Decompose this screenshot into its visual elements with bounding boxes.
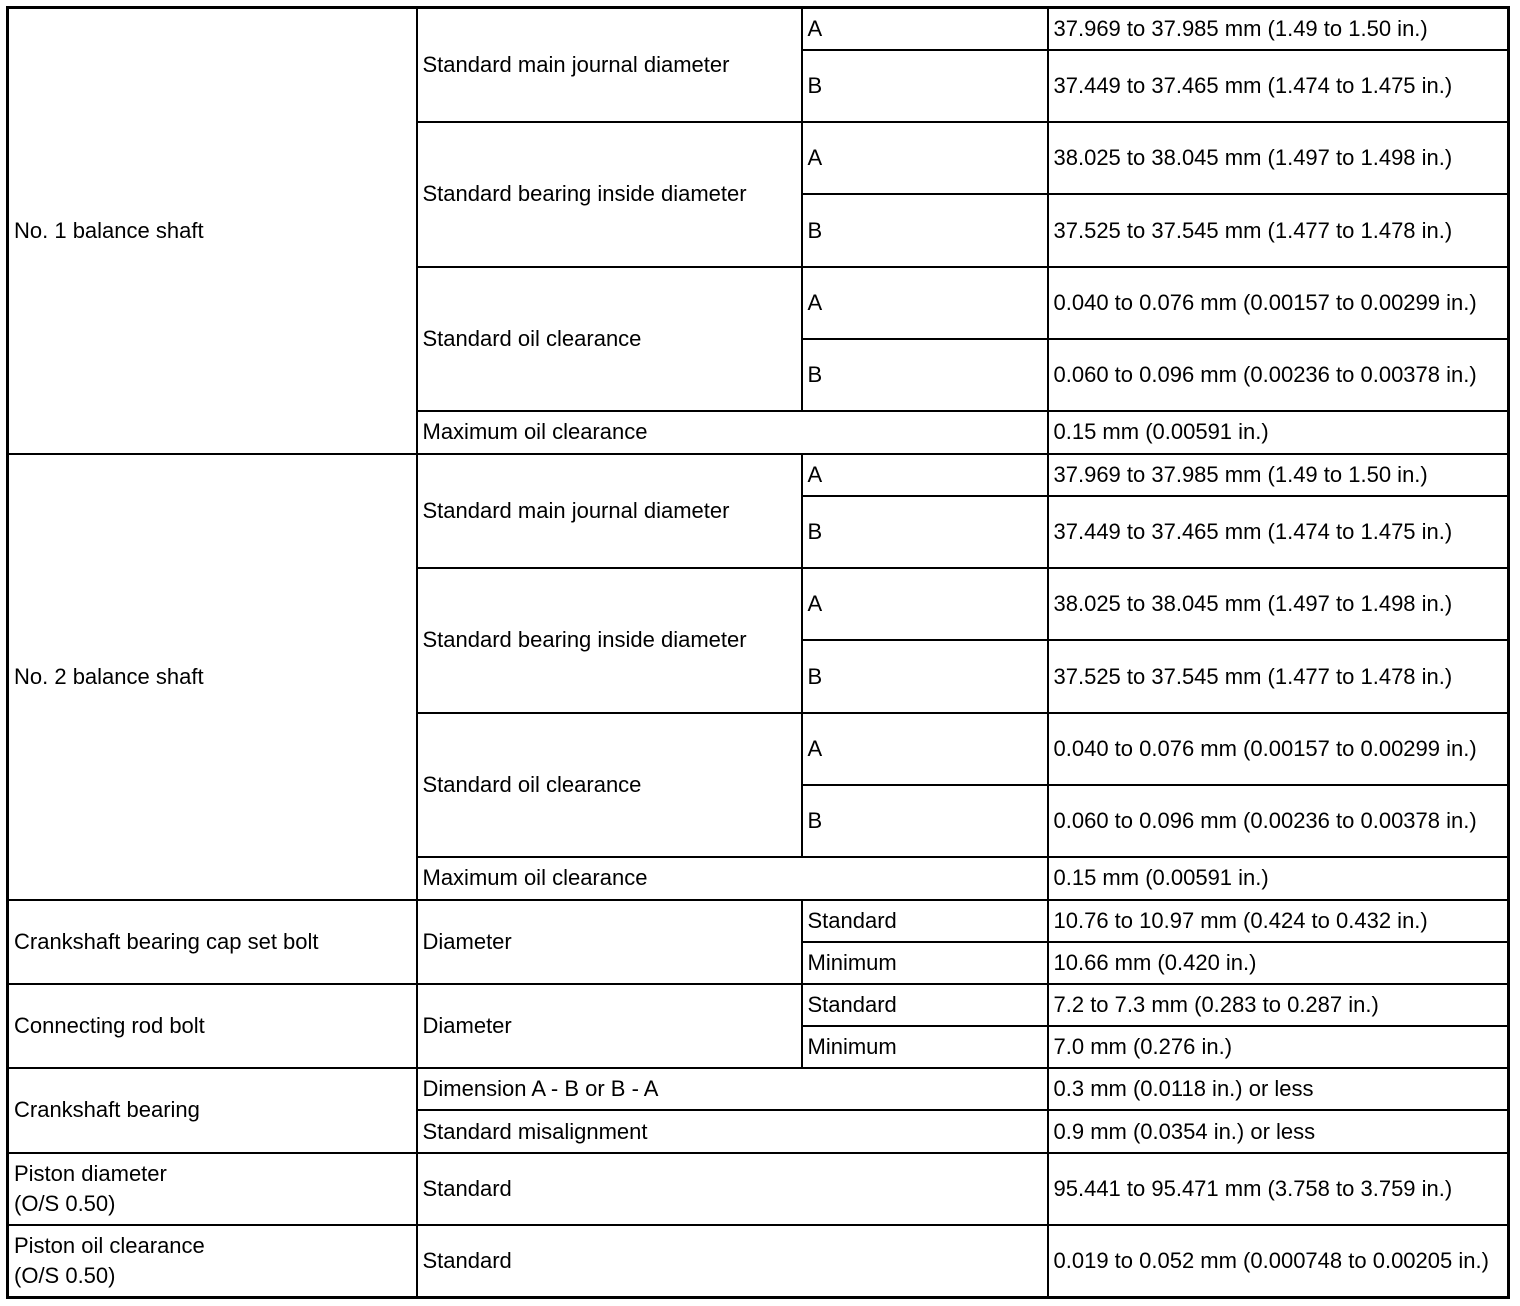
parameter-cell: Maximum oil clearance: [417, 857, 1048, 899]
parameter-cell: Diameter: [417, 900, 802, 984]
condition-cell: A: [802, 8, 1048, 50]
item-cell: Crankshaft bearing: [8, 1068, 417, 1152]
condition-cell: B: [802, 640, 1048, 712]
value-cell: 38.025 to 38.045 mm (1.497 to 1.498 in.): [1048, 122, 1509, 194]
table-row: [8, 8, 1509, 50]
condition-cell: A: [802, 713, 1048, 785]
condition-cell: A: [802, 454, 1048, 496]
parameter-cell: Dimension A - B or B - A: [417, 1068, 1048, 1110]
parameter-cell: Maximum oil clearance: [417, 411, 1048, 453]
table-row: [8, 1153, 1509, 1225]
condition-cell: Standard: [802, 900, 1048, 942]
condition-cell: Minimum: [802, 942, 1048, 984]
value-cell: 0.019 to 0.052 mm (0.000748 to 0.00205 in.): [1048, 1225, 1509, 1298]
parameter-cell: Standard bearing inside diameter: [417, 122, 802, 267]
condition-cell: B: [802, 50, 1048, 122]
value-cell: 0.060 to 0.096 mm (0.00236 to 0.00378 in.): [1048, 339, 1509, 411]
parameter-cell: Standard: [417, 1225, 1048, 1298]
parameter-cell: Standard oil clearance: [417, 267, 802, 412]
value-cell: 37.525 to 37.545 mm (1.477 to 1.478 in.): [1048, 194, 1509, 266]
parameter-cell: Standard misalignment: [417, 1110, 1048, 1152]
value-cell: 37.969 to 37.985 mm (1.49 to 1.50 in.): [1048, 8, 1509, 50]
item-cell: Piston diameter (O/S 0.50): [8, 1153, 417, 1225]
item-cell: Connecting rod bolt: [8, 984, 417, 1068]
condition-cell: Standard: [802, 984, 1048, 1026]
item-cell: Piston oil clearance (O/S 0.50): [8, 1225, 417, 1298]
value-cell: 95.441 to 95.471 mm (3.758 to 3.759 in.): [1048, 1153, 1509, 1225]
value-cell: 7.2 to 7.3 mm (0.283 to 0.287 in.): [1048, 984, 1509, 1026]
item-cell: No. 1 balance shaft: [8, 8, 417, 454]
specification-table: [6, 6, 1510, 1299]
value-cell: 10.76 to 10.97 mm (0.424 to 0.432 in.): [1048, 900, 1509, 942]
condition-cell: B: [802, 194, 1048, 266]
parameter-cell: Standard main journal diameter: [417, 454, 802, 569]
parameter-cell: Standard main journal diameter: [417, 8, 802, 123]
value-cell: 38.025 to 38.045 mm (1.497 to 1.498 in.): [1048, 568, 1509, 640]
value-cell: 7.0 mm (0.276 in.): [1048, 1026, 1509, 1068]
value-cell: 0.9 mm (0.0354 in.) or less: [1048, 1110, 1509, 1152]
value-cell: 0.3 mm (0.0118 in.) or less: [1048, 1068, 1509, 1110]
condition-cell: B: [802, 496, 1048, 568]
item-cell: Crankshaft bearing cap set bolt: [8, 900, 417, 984]
value-cell: 0.15 mm (0.00591 in.): [1048, 411, 1509, 453]
parameter-cell: Standard oil clearance: [417, 713, 802, 858]
value-cell: 37.449 to 37.465 mm (1.474 to 1.475 in.): [1048, 50, 1509, 122]
parameter-cell: Standard bearing inside diameter: [417, 568, 802, 713]
item-cell: No. 2 balance shaft: [8, 454, 417, 900]
parameter-cell: Standard: [417, 1153, 1048, 1225]
value-cell: 37.449 to 37.465 mm (1.474 to 1.475 in.): [1048, 496, 1509, 568]
value-cell: 10.66 mm (0.420 in.): [1048, 942, 1509, 984]
table-row: [8, 1068, 1509, 1110]
value-cell: 0.040 to 0.076 mm (0.00157 to 0.00299 in.): [1048, 267, 1509, 339]
value-cell: 0.040 to 0.076 mm (0.00157 to 0.00299 in.): [1048, 713, 1509, 785]
value-cell: 37.969 to 37.985 mm (1.49 to 1.50 in.): [1048, 454, 1509, 496]
condition-cell: A: [802, 122, 1048, 194]
table-row: [8, 984, 1509, 1026]
value-cell: 0.060 to 0.096 mm (0.00236 to 0.00378 in.): [1048, 785, 1509, 857]
condition-cell: A: [802, 267, 1048, 339]
value-cell: 37.525 to 37.545 mm (1.477 to 1.478 in.): [1048, 640, 1509, 712]
table-row: [8, 454, 1509, 496]
table-row: [8, 900, 1509, 942]
condition-cell: A: [802, 568, 1048, 640]
parameter-cell: Diameter: [417, 984, 802, 1068]
value-cell: 0.15 mm (0.00591 in.): [1048, 857, 1509, 899]
condition-cell: B: [802, 785, 1048, 857]
table-row: [8, 1225, 1509, 1298]
condition-cell: Minimum: [802, 1026, 1048, 1068]
condition-cell: B: [802, 339, 1048, 411]
